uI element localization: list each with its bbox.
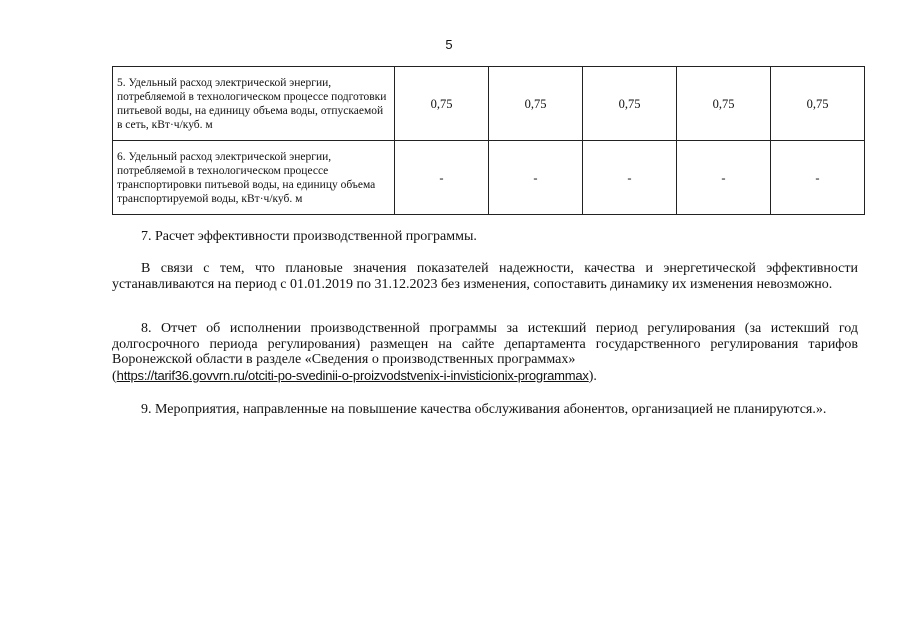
indicator-value: 0,75 <box>771 67 865 141</box>
section-8-paragraph <box>112 321 858 384</box>
indicator-value: 0,75 <box>583 67 677 141</box>
indicators-table <box>112 66 865 215</box>
indicator-value: - <box>395 141 489 215</box>
indicator-value: 0,75 <box>489 67 583 141</box>
indicator-value: 0,75 <box>677 67 771 141</box>
page-number: 5 <box>445 37 453 52</box>
section-9-paragraph <box>112 402 858 418</box>
indicator-value: 0,75 <box>395 67 489 141</box>
section-8-open-paren: ( <box>112 368 117 384</box>
indicator-value: - <box>771 141 865 215</box>
section-7-text: 7. Расчет эффективности производственной программы. <box>141 229 477 244</box>
section-7-paragraph <box>112 229 858 245</box>
efficiency-text: В связи с тем, что плановые значения показателей надежности, качества и энергетической эффективности устанавливаются на период с 01.01.2019 по 31.12.2023 без изменения, сопоставить динамику их изменения невозможно. <box>112 261 858 292</box>
efficiency-paragraph <box>112 261 858 292</box>
indicator-label: 6. Удельный расход электрической энергии, потребляемой в технологическом процессе транспортировки питьевой воды, на единицу объема транспортируемой воды, кВт·ч/куб. м <box>113 141 395 215</box>
section-9-text: 9. Мероприятия, направленные на повышение качества обслуживания абонентов, организацией не планируются.». <box>141 402 827 417</box>
table-row <box>113 141 865 215</box>
table-row <box>113 67 865 141</box>
indicator-value: - <box>677 141 771 215</box>
report-link[interactable]: https://tarif36.govvrn.ru/otciti-po-svedinii-o-proizvodstvenix-i-invisticionix-programmax <box>116 367 589 383</box>
indicator-label: 5. Удельный расход электрической энергии, потребляемой в технологическом процессе подготовки питьевой воды, на единицу объема воды, отпускаемой в сеть, кВт·ч/куб. м <box>113 67 395 141</box>
section-8-text: 8. Отчет об исполнении производственной программы за истекший период регулирования (за истекший год долгосрочного периода регулирования) размещен на сайте департамента государственного регулирования тарифов Воронежской области в разделе «Сведения о производственных программах» <box>112 321 858 367</box>
indicator-value: - <box>489 141 583 215</box>
section-8-close-paren: ). <box>588 368 597 384</box>
indicator-value: - <box>583 141 677 215</box>
